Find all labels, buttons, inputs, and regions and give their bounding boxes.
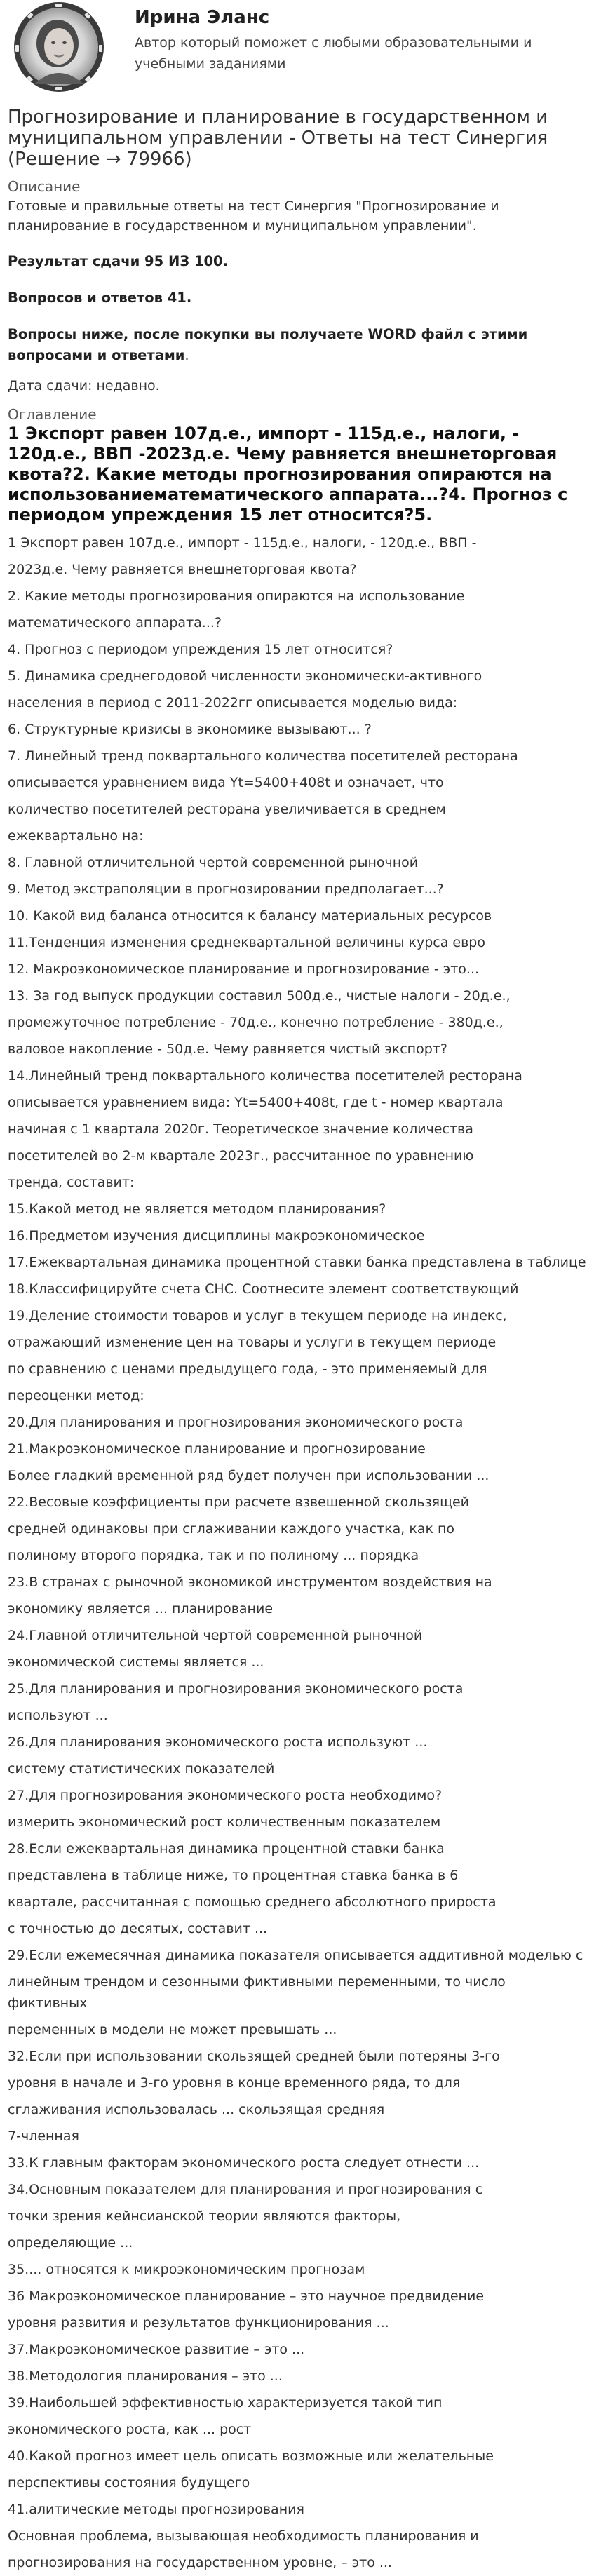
question-line: начиная с 1 квартала 2020г. Теоретическое значение количества — [8, 1121, 473, 1137]
question-line: переоценки метод: — [8, 1388, 144, 1403]
question-line: 32.Если при использовании скользящей средней были потеряны 3-го — [8, 2049, 500, 2064]
question-line: 10. Какой вид баланса относится к балансу материальных ресурсов — [8, 908, 492, 924]
question-line: 19.Деление стоимости товаров и услуг в текущем периоде на индекс, — [8, 1308, 507, 1323]
question-line: 20.Для планирования и прогнозирования экономического роста — [8, 1415, 464, 1430]
question-line: точки зрения кейнсианской теории являются факторы, — [8, 2209, 401, 2224]
question-line: 24.Главной отличительной чертой современной рыночной — [8, 1628, 423, 1643]
question-line: 16.Предметом изучения дисциплины макроэкономическое — [8, 1228, 425, 1243]
question-line: квартале, рассчитанная с помощью среднего абсолютного прироста — [8, 1894, 497, 1910]
author-header — [8, 0, 586, 97]
question-line: измерить экономический рост количественным показателем — [8, 1814, 441, 1830]
question-line: 22.Весовые коэффициенты при расчете взвешенной скользящей — [8, 1495, 470, 1510]
question-line: прогнозирования на государственном уровне, – это ... — [8, 2555, 392, 2570]
author-description: Автор который поможет с любыми образовательными и учебными заданиями — [135, 35, 532, 72]
question-line: линейным трендом и сезонными фиктивными переменными, то число фиктивных — [8, 1974, 506, 2011]
toc-label: Оглавление — [8, 406, 97, 423]
question-line: 21.Макроэкономическое планирование и прогнозирование — [8, 1441, 426, 1457]
question-line: 35.... относятся к микроэкономическим прогнозам — [8, 2262, 365, 2277]
question-line: 7-членная — [8, 2129, 79, 2144]
question-line: населения в период с 2011-2022гг описывается моделью вида: — [8, 695, 458, 710]
question-line: посетителей во 2-м квартале 2023г., рассчитанное по уравнению — [8, 1148, 474, 1164]
question-line: 4. Прогноз с периодом упреждения 15 лет относится? — [8, 642, 393, 657]
question-line: представлена в таблице ниже, то процентная ставка банка в 6 — [8, 1868, 459, 1883]
question-line: уровня в начале и 3-го уровня в конце временного ряда, то для — [8, 2075, 461, 2091]
question-line: Более гладкий временной ряд будет получен при использовании ... — [8, 1468, 490, 1483]
question-line: 41.алитические методы прогнозирования — [8, 2502, 304, 2517]
question-line: переменных в модели не может превышать ... — [8, 2022, 337, 2037]
purchase-note-dot: . — [184, 348, 189, 363]
question-line: по сравнению с ценами предыдущего года, - это применяемый для — [8, 1361, 487, 1377]
question-line: 11.Тенденция изменения среднеквартальной величины курса евро — [8, 935, 485, 950]
result-text: Результат сдачи 95 ИЗ 100. — [8, 253, 229, 269]
question-line: 7. Линейный тренд поквартального количества посетителей ресторана — [8, 748, 518, 764]
question-line: описывается уравнением вида: Yt=5400+408t, где t - номер квартала — [8, 1095, 504, 1110]
question-line: 5. Динамика среднегодовой численности экономически-активного — [8, 668, 482, 684]
question-line: используют ... — [8, 1708, 108, 1723]
question-line: 6. Структурные кризисы в экономике вызывают... ? — [8, 722, 372, 737]
question-line: 8. Главной отличительной чертой современной рыночной — [8, 855, 419, 870]
question-line: 18.Классифицируйте счета СНС. Соотнесите элемент соответствующий — [8, 1281, 519, 1297]
author-name[interactable]: Ирина Эланс — [135, 7, 270, 28]
question-line: средней одинаковы при сглаживании каждого участка, как по — [8, 1521, 455, 1537]
page-title: Прогнозирование и планирование в государственном и муниципальном управлении - Ответы на тест Синергия (Решение → 79966) — [8, 107, 548, 170]
question-line: экономического роста, как ... рост — [8, 2422, 252, 2437]
question-line: 33.К главным факторам экономического роста следует отнести ... — [8, 2155, 480, 2171]
question-line: описывается уравнением вида Yt=5400+408t и означает, что — [8, 775, 444, 790]
question-line: уровня развития и результатов функционирования ... — [8, 2315, 389, 2331]
question-line: 38.Методология планирования – это ... — [8, 2368, 283, 2384]
question-line: 9. Метод экстраполяции в прогнозировании предполагает...? — [8, 882, 444, 897]
question-line: 17.Ежеквартальная динамика процентной ставки банка представлена в таблице — [8, 1255, 586, 1270]
question-line: промежуточное потребление - 70д.е., конечно потребление - 380д.е., — [8, 1015, 504, 1030]
description-label: Описание — [8, 178, 81, 195]
author-info — [135, 0, 555, 74]
question-line: 13. За год выпуск продукции составил 500д.е., чистые налоги - 20д.е., — [8, 988, 511, 1004]
description-text: Готовые и правильные ответы на тест Синергия "Прогнозирование и планирование в государственном и муниципальном управлении". — [8, 198, 499, 234]
questions-count: Вопросов и ответов 41. — [8, 290, 192, 306]
question-line: экономику является ... планирование — [8, 1601, 274, 1617]
purchase-note-bold: Вопросы ниже, после покупки вы получаете WORD файл с этими вопросами и ответами — [8, 326, 528, 363]
question-line: 23.В странах с рыночной экономикой инструментом воздействия на — [8, 1574, 492, 1590]
question-line: количество посетителей ресторана увеличивается в среднем — [8, 802, 446, 817]
avatar-image — [6, 0, 112, 95]
toc-heading: 1 Экспорт равен 107д.е., импорт - 115д.е., налоги, - 120д.е., ВВП -2023д.е. Чему равняется внешнеторговая квота?2. Какие методы прогнозирования опираются на использованиематематического аппарата...?4. Прогноз с периодом упреждения 15 лет относится?5. — [8, 424, 568, 525]
question-line: 40.Какой прогноз имеет цель описать возможные или желательные — [8, 2448, 494, 2464]
question-line: ежеквартально на: — [8, 828, 144, 844]
question-line: 14.Линейный тренд поквартального количества посетителей ресторана — [8, 1068, 522, 1084]
question-line: тренда, составит: — [8, 1175, 135, 1190]
question-line: экономической системы является ... — [8, 1654, 264, 1670]
questions-list — [8, 530, 586, 2576]
question-line: математического аппарата...? — [8, 615, 222, 630]
question-line: 2. Какие методы прогнозирования опираются на использование — [8, 588, 465, 604]
question-line: полиному второго порядка, так и по полиному ... порядка — [8, 1548, 419, 1563]
question-line: 39.Наибольшей эффективностью характеризуется такой тип — [8, 2395, 443, 2410]
question-line: перспективы состояния будущего — [8, 2475, 250, 2490]
question-line: 26.Для планирования экономического роста используют ... — [8, 1734, 428, 1750]
question-line: 36 Макроэкономическое планирование – это научное предвидение — [8, 2288, 485, 2304]
question-line: отражающий изменение цен на товары и услуги в текущем периоде — [8, 1335, 497, 1350]
question-line: с точностью до десятых, составит ... — [8, 1921, 268, 1936]
question-line: 34.Основным показателем для планирования и прогнозирования с — [8, 2182, 483, 2197]
question-line: определяющие ... — [8, 2235, 133, 2251]
question-line: 29.Если ежемесячная динамика показателя описывается аддитивной моделью с — [8, 1948, 583, 1963]
question-line: 15.Какой метод не является методом планирования? — [8, 1201, 386, 1217]
question-line: сглаживания использовалась ... скользящая средняя — [8, 2102, 385, 2117]
question-line: систему статистических показателей — [8, 1761, 275, 1776]
question-line: 25.Для планирования и прогнозирования экономического роста — [8, 1681, 464, 1697]
question-line: Основная проблема, вызывающая необходимость планирования и — [8, 2528, 479, 2544]
question-line: 1 Экспорт равен 107д.е., импорт - 115д.е., налоги, - 120д.е., ВВП - — [8, 535, 477, 551]
date-text: Дата сдачи: недавно. — [8, 378, 160, 393]
question-line: 28.Если ежеквартальная динамика процентной ставки банка — [8, 1841, 445, 1856]
question-line: 27.Для прогнозирования экономического роста необходимо? — [8, 1788, 443, 1803]
question-line: 2023д.е. Чему равняется внешнеторговая квота? — [8, 562, 357, 577]
question-line: валовое накопление - 50д.е. Чему равняется чистый экспорт? — [8, 1041, 447, 1057]
question-line: 12. Макроэкономическое планирование и прогнозирование - это... — [8, 962, 480, 977]
question-line: 37.Макроэкономическое развитие – это ... — [8, 2342, 305, 2357]
purchase-note — [8, 324, 586, 366]
avatar[interactable] — [6, 0, 112, 95]
